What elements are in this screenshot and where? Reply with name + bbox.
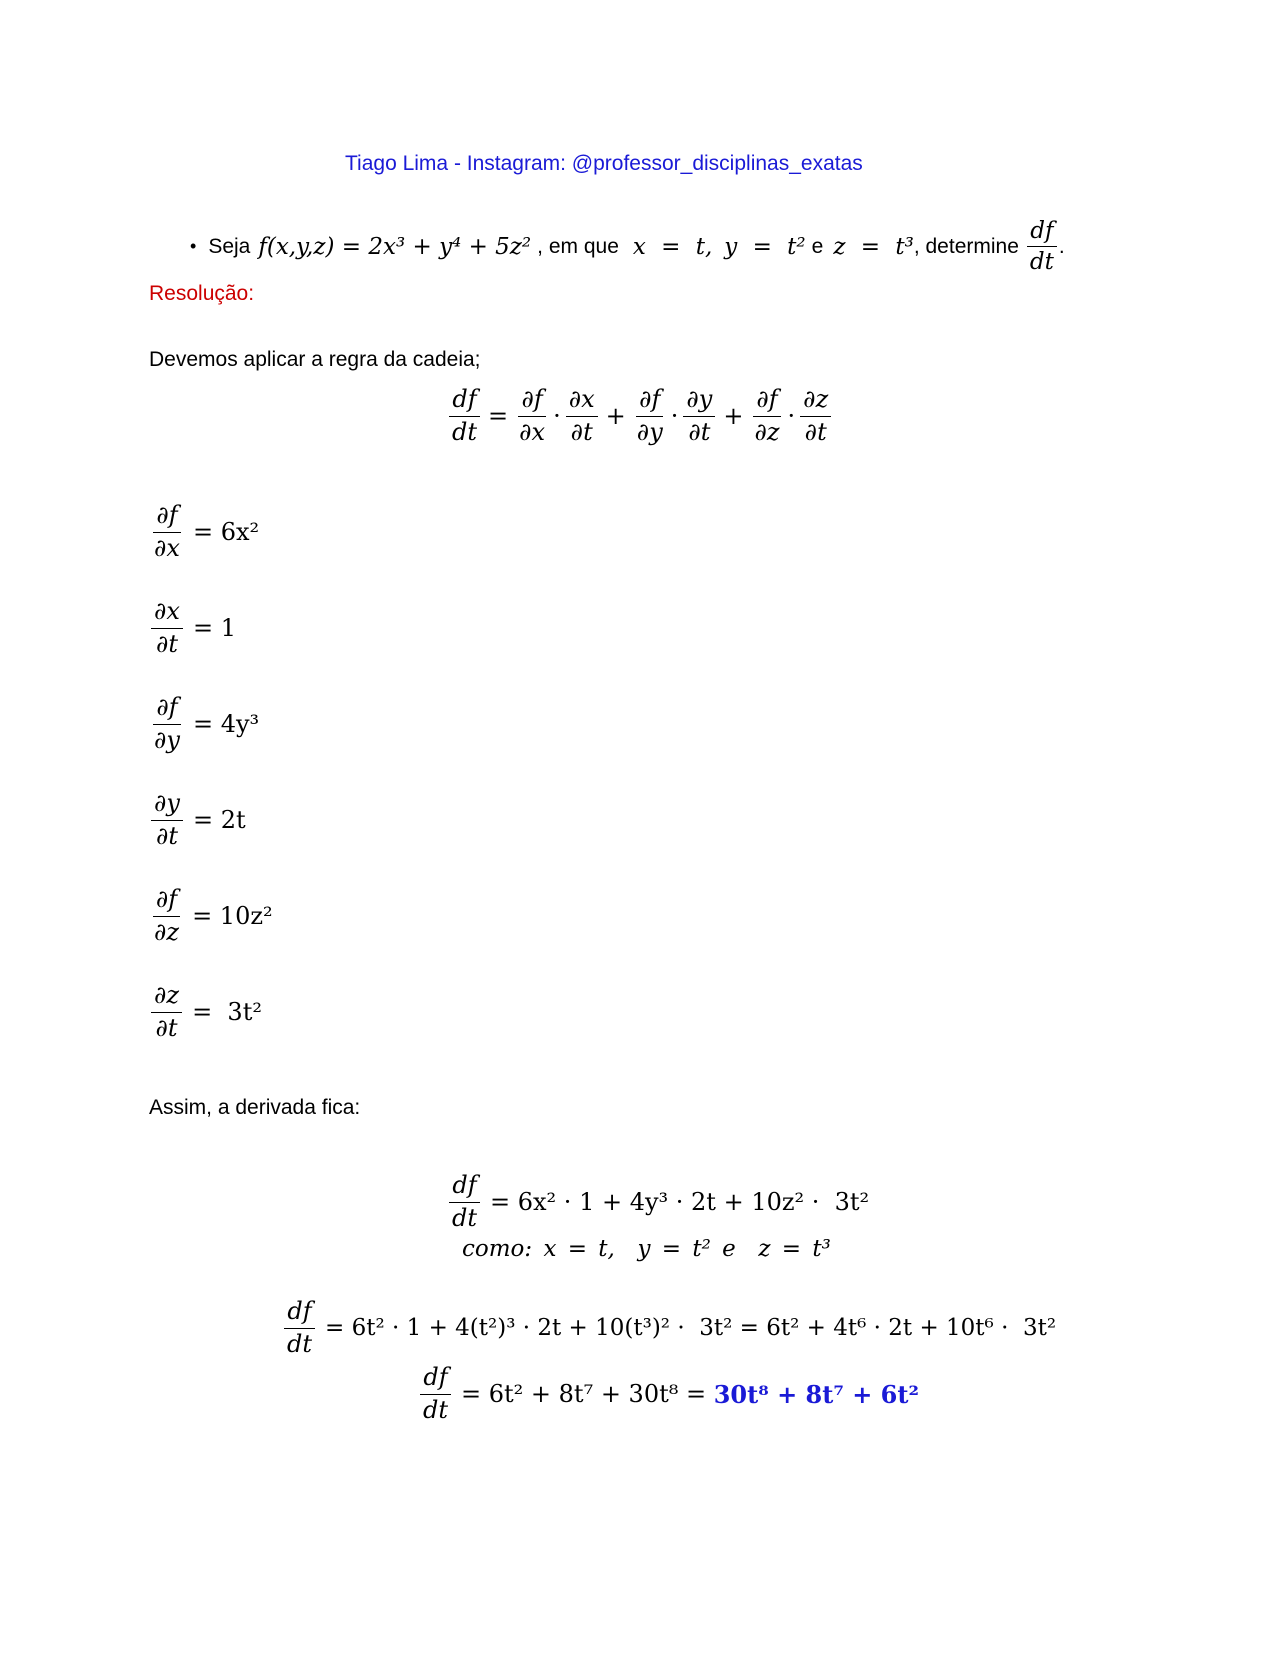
problem-determine: , determine: [913, 234, 1019, 258]
fraction-denominator: ∂z: [154, 917, 180, 946]
partial-rhs: = 2t: [192, 806, 246, 835]
problem-x-def: x = t,: [632, 233, 713, 260]
partial-rhs: = 4y³: [192, 710, 260, 739]
fraction-numerator: ∂x: [566, 386, 598, 417]
chain-term1-b: [566, 386, 598, 446]
substitution-note: como: x = t, y = t² e z = t³: [462, 1236, 831, 1262]
fraction-numerator: df: [449, 1172, 479, 1203]
fraction-numerator: ∂f: [753, 386, 780, 417]
fraction-numerator: ∂f: [153, 694, 180, 725]
fraction-denominator: ∂t: [688, 417, 711, 446]
page-header: Tiago Lima - Instagram: @professor_disciplinas_exatas: [345, 152, 863, 175]
partial-fraction: [151, 886, 182, 946]
fraction-numerator: ∂x: [151, 598, 183, 629]
fraction-denominator: dt: [1029, 249, 1054, 276]
chain-term2-b: [683, 386, 715, 446]
problem-function: f(x,y,z) = 2x³ + y⁴ + 5z²: [258, 233, 532, 260]
partial-rhs: = 1: [192, 614, 236, 643]
resolution-label: Resolução:: [149, 282, 255, 305]
partial-fraction: [151, 982, 182, 1042]
problem-em-que: , em que: [537, 234, 619, 258]
derivative-rhs: = 6x² · 1 + 4y³ · 2t + 10z² · 3t²: [490, 1188, 870, 1217]
dot-operator: ·: [553, 402, 561, 431]
partial-derivative-row: [149, 982, 262, 1042]
derivative-fraction: [449, 1172, 480, 1232]
chain-term1-a: [516, 386, 548, 446]
problem-period: .: [1058, 234, 1065, 258]
problem-z-def: z = t³: [833, 233, 914, 260]
partial-derivative-row: [149, 886, 273, 946]
partial-fraction: [151, 790, 183, 850]
problem-y-def: y = t²: [724, 233, 806, 260]
fraction-denominator: ∂x: [154, 533, 180, 562]
partial-rhs: = 3t²: [192, 998, 262, 1027]
fraction-denominator: dt: [452, 1203, 478, 1232]
partial-derivative-row: [149, 694, 259, 754]
fraction-numerator: ∂y: [151, 790, 183, 821]
chain-rule-equation: [447, 386, 833, 446]
chain-term3-a: [751, 386, 782, 446]
dot-operator: ·: [787, 402, 796, 431]
partial-fraction: [151, 598, 183, 658]
fraction-denominator: ∂t: [155, 629, 178, 658]
equals-sign: =: [488, 402, 509, 431]
fraction-denominator: ∂y: [154, 725, 180, 754]
partial-fraction: [151, 502, 183, 562]
final-equation: [418, 1364, 919, 1424]
fraction-denominator: ∂t: [155, 821, 179, 850]
fraction-numerator: ∂f: [153, 886, 180, 917]
fraction-denominator: ∂t: [155, 1013, 178, 1042]
problem-statement: [190, 218, 1065, 276]
fraction-numerator: ∂y: [683, 386, 715, 417]
dot-operator: ·: [670, 402, 679, 431]
problem-seja: Seja: [208, 234, 251, 258]
conclusion-text: Assim, a derivada fica:: [149, 1096, 361, 1119]
fraction-denominator: ∂t: [804, 417, 827, 446]
fraction-denominator: ∂z: [754, 417, 780, 446]
plus-sign: +: [605, 402, 626, 431]
fraction-numerator: df: [1027, 218, 1056, 247]
chain-term3-b: [800, 386, 831, 446]
fraction-numerator: ∂z: [800, 386, 831, 417]
partial-rhs: = 10z²: [192, 902, 273, 931]
fraction-numerator: ∂z: [151, 982, 182, 1013]
fraction-numerator: df: [449, 386, 479, 417]
substitution-rhs: = 6t² · 1 + 4(t²)³ · 2t + 10(t³)² · 3t² = 6t² + 4t⁶ · 2t + 10t⁶ · 3t²: [325, 1315, 1057, 1342]
fraction-numerator: df: [420, 1364, 450, 1395]
fraction-denominator: ∂x: [519, 417, 546, 446]
fraction-denominator: ∂t: [570, 417, 593, 446]
partial-derivative-row: [149, 790, 246, 850]
intro-text: Devemos aplicar a regra da cadeia;: [149, 348, 481, 371]
fraction-denominator: dt: [423, 1395, 449, 1424]
fraction-denominator: dt: [287, 1329, 313, 1358]
substitution-equation: [282, 1298, 1056, 1358]
partial-derivative-row: [149, 502, 259, 562]
derivative-equation: [447, 1172, 869, 1232]
fraction-numerator: ∂f: [153, 502, 180, 533]
partial-rhs: = 6x²: [192, 518, 260, 547]
plus-sign: +: [723, 402, 744, 431]
fraction-numerator: ∂f: [636, 386, 663, 417]
chain-lhs: [449, 386, 480, 446]
fraction-numerator: ∂f: [518, 386, 545, 417]
final-fraction: [420, 1364, 451, 1424]
chain-term2-a: [634, 386, 666, 446]
fraction-denominator: ∂y: [636, 417, 663, 446]
problem-target-fraction: [1027, 218, 1057, 276]
partial-fraction: [151, 694, 183, 754]
substitution-fraction: [284, 1298, 315, 1358]
bullet: •: [190, 236, 197, 257]
partial-derivative-row: [149, 598, 236, 658]
problem-e: e: [811, 234, 824, 258]
final-answer: 30t⁸ + 8t⁷ + 6t²: [713, 1379, 919, 1409]
fraction-denominator: dt: [452, 417, 478, 446]
final-rhs: = 6t² + 8t⁷ + 30t⁸ =: [461, 1380, 714, 1409]
fraction-numerator: df: [284, 1298, 314, 1329]
